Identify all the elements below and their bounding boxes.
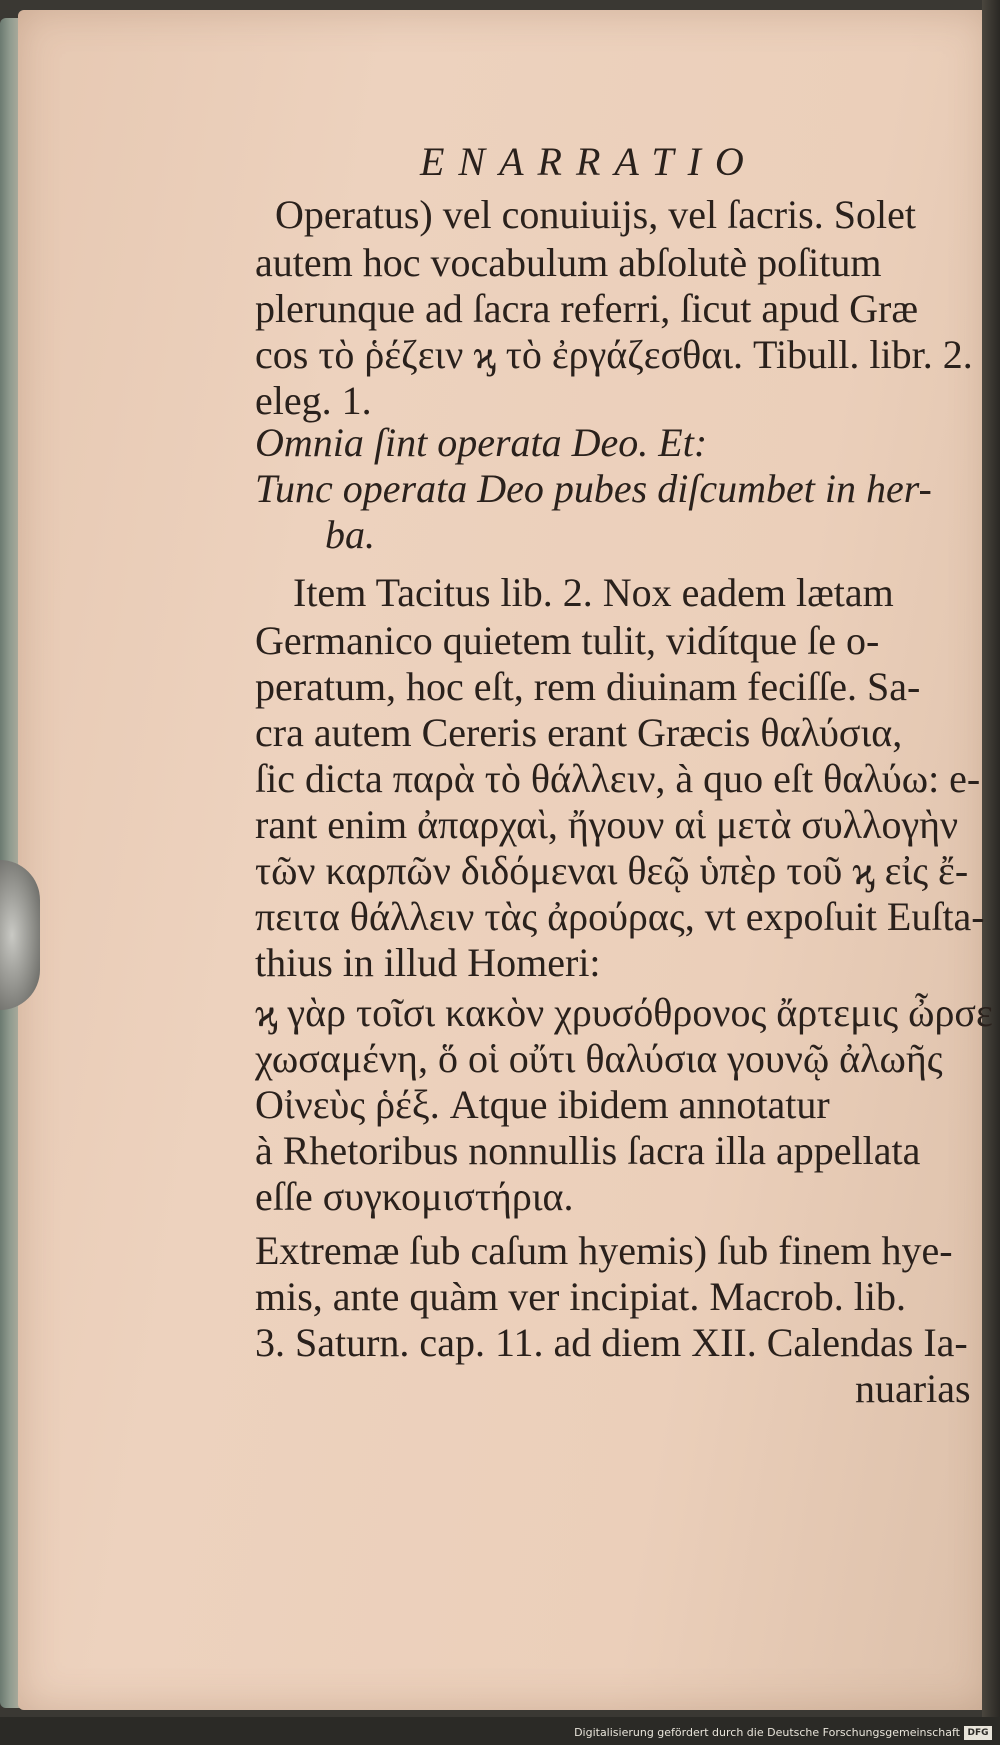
text-line: 3. Saturn. cap. 11. ad diem XII. Calendas Ia- — [255, 1320, 968, 1365]
text-line: Omnia ſint operata Deo. Et: — [255, 420, 708, 465]
text-line: autem hoc vocabulum abſolutè poſitum — [255, 240, 882, 285]
text-line: Extremæ ſub caſum hyemis) ſub finem hye- — [255, 1228, 953, 1273]
text-line: τῶν καρπῶν διδόμεναι θεῷ ὑπὲρ τοῦ ϗ εἰς ἔ- — [255, 848, 969, 893]
text-line: eſſe συγκομιστήρια. — [255, 1174, 574, 1219]
footer-credit: Digitalisierung gefördert durch die Deutsche Forschungsgemeinschaft — [574, 1726, 960, 1739]
text-line: Germanico quietem tulit, vidítque ſe o- — [255, 618, 880, 663]
text-line: eleg. 1. — [255, 378, 372, 423]
text-line: cos τὸ ῥέζειν ϗ τὸ ἐργάζεσθαι. Tibull. libr. 2. — [255, 332, 973, 377]
text-line: plerunque ad ſacra referri, ſicut apud Græ — [255, 286, 919, 331]
text-line: Οἰνεὺς ῥέξ. Atque ibidem annotatur — [255, 1082, 830, 1127]
running-header: ENARRATIO — [420, 139, 758, 184]
text-line: mis, ante quàm ver incipiat. Macrob. lib. — [255, 1274, 906, 1319]
text-line: Operatus) vel conuiuijs, vel ſacris. Solet — [275, 192, 916, 237]
text-line: cra autem Cereris erant Græcis θαλύσια, — [255, 710, 903, 755]
text-line: peratum, hoc eſt, rem diuinam feciſſe. Sa- — [255, 664, 921, 709]
text-line: ſic dicta παρὰ τὸ θάλλειν, à quo eſt θαλύω: e- — [255, 756, 981, 801]
text-line: χωσαμένη, ὅ οἱ οὔτι θαλύσια γουνῷ ἀλωῆς — [255, 1036, 943, 1081]
text-line: Item Tacitus lib. 2. Nox eadem lætam — [293, 570, 894, 615]
text-line: à Rhetoribus nonnullis ſacra illa appellata — [255, 1128, 921, 1173]
text-line: thius in illud Homeri: — [255, 940, 601, 985]
dfg-logo: DFG — [964, 1726, 992, 1740]
binding-shadow — [982, 0, 1000, 1745]
text-line: ϗ γὰρ τοῖσι κακὸν χρυσόθρονος ἄρτεμις ὦρσε — [255, 990, 993, 1035]
page-clip — [0, 860, 40, 1010]
text-line: rant enim ἀπαρχαὶ, ἤγουν αἱ μετὰ συλλογὴν — [255, 802, 959, 847]
text-line: nuarias — [855, 1366, 971, 1411]
text-line: Tunc operata Deo pubes diſcumbet in her- — [255, 466, 932, 511]
text-line: ba. — [325, 512, 375, 557]
text-line: πειτα θάλλειν τὰς ἀρούρας, vt expoſuit Euſta- — [255, 894, 985, 939]
